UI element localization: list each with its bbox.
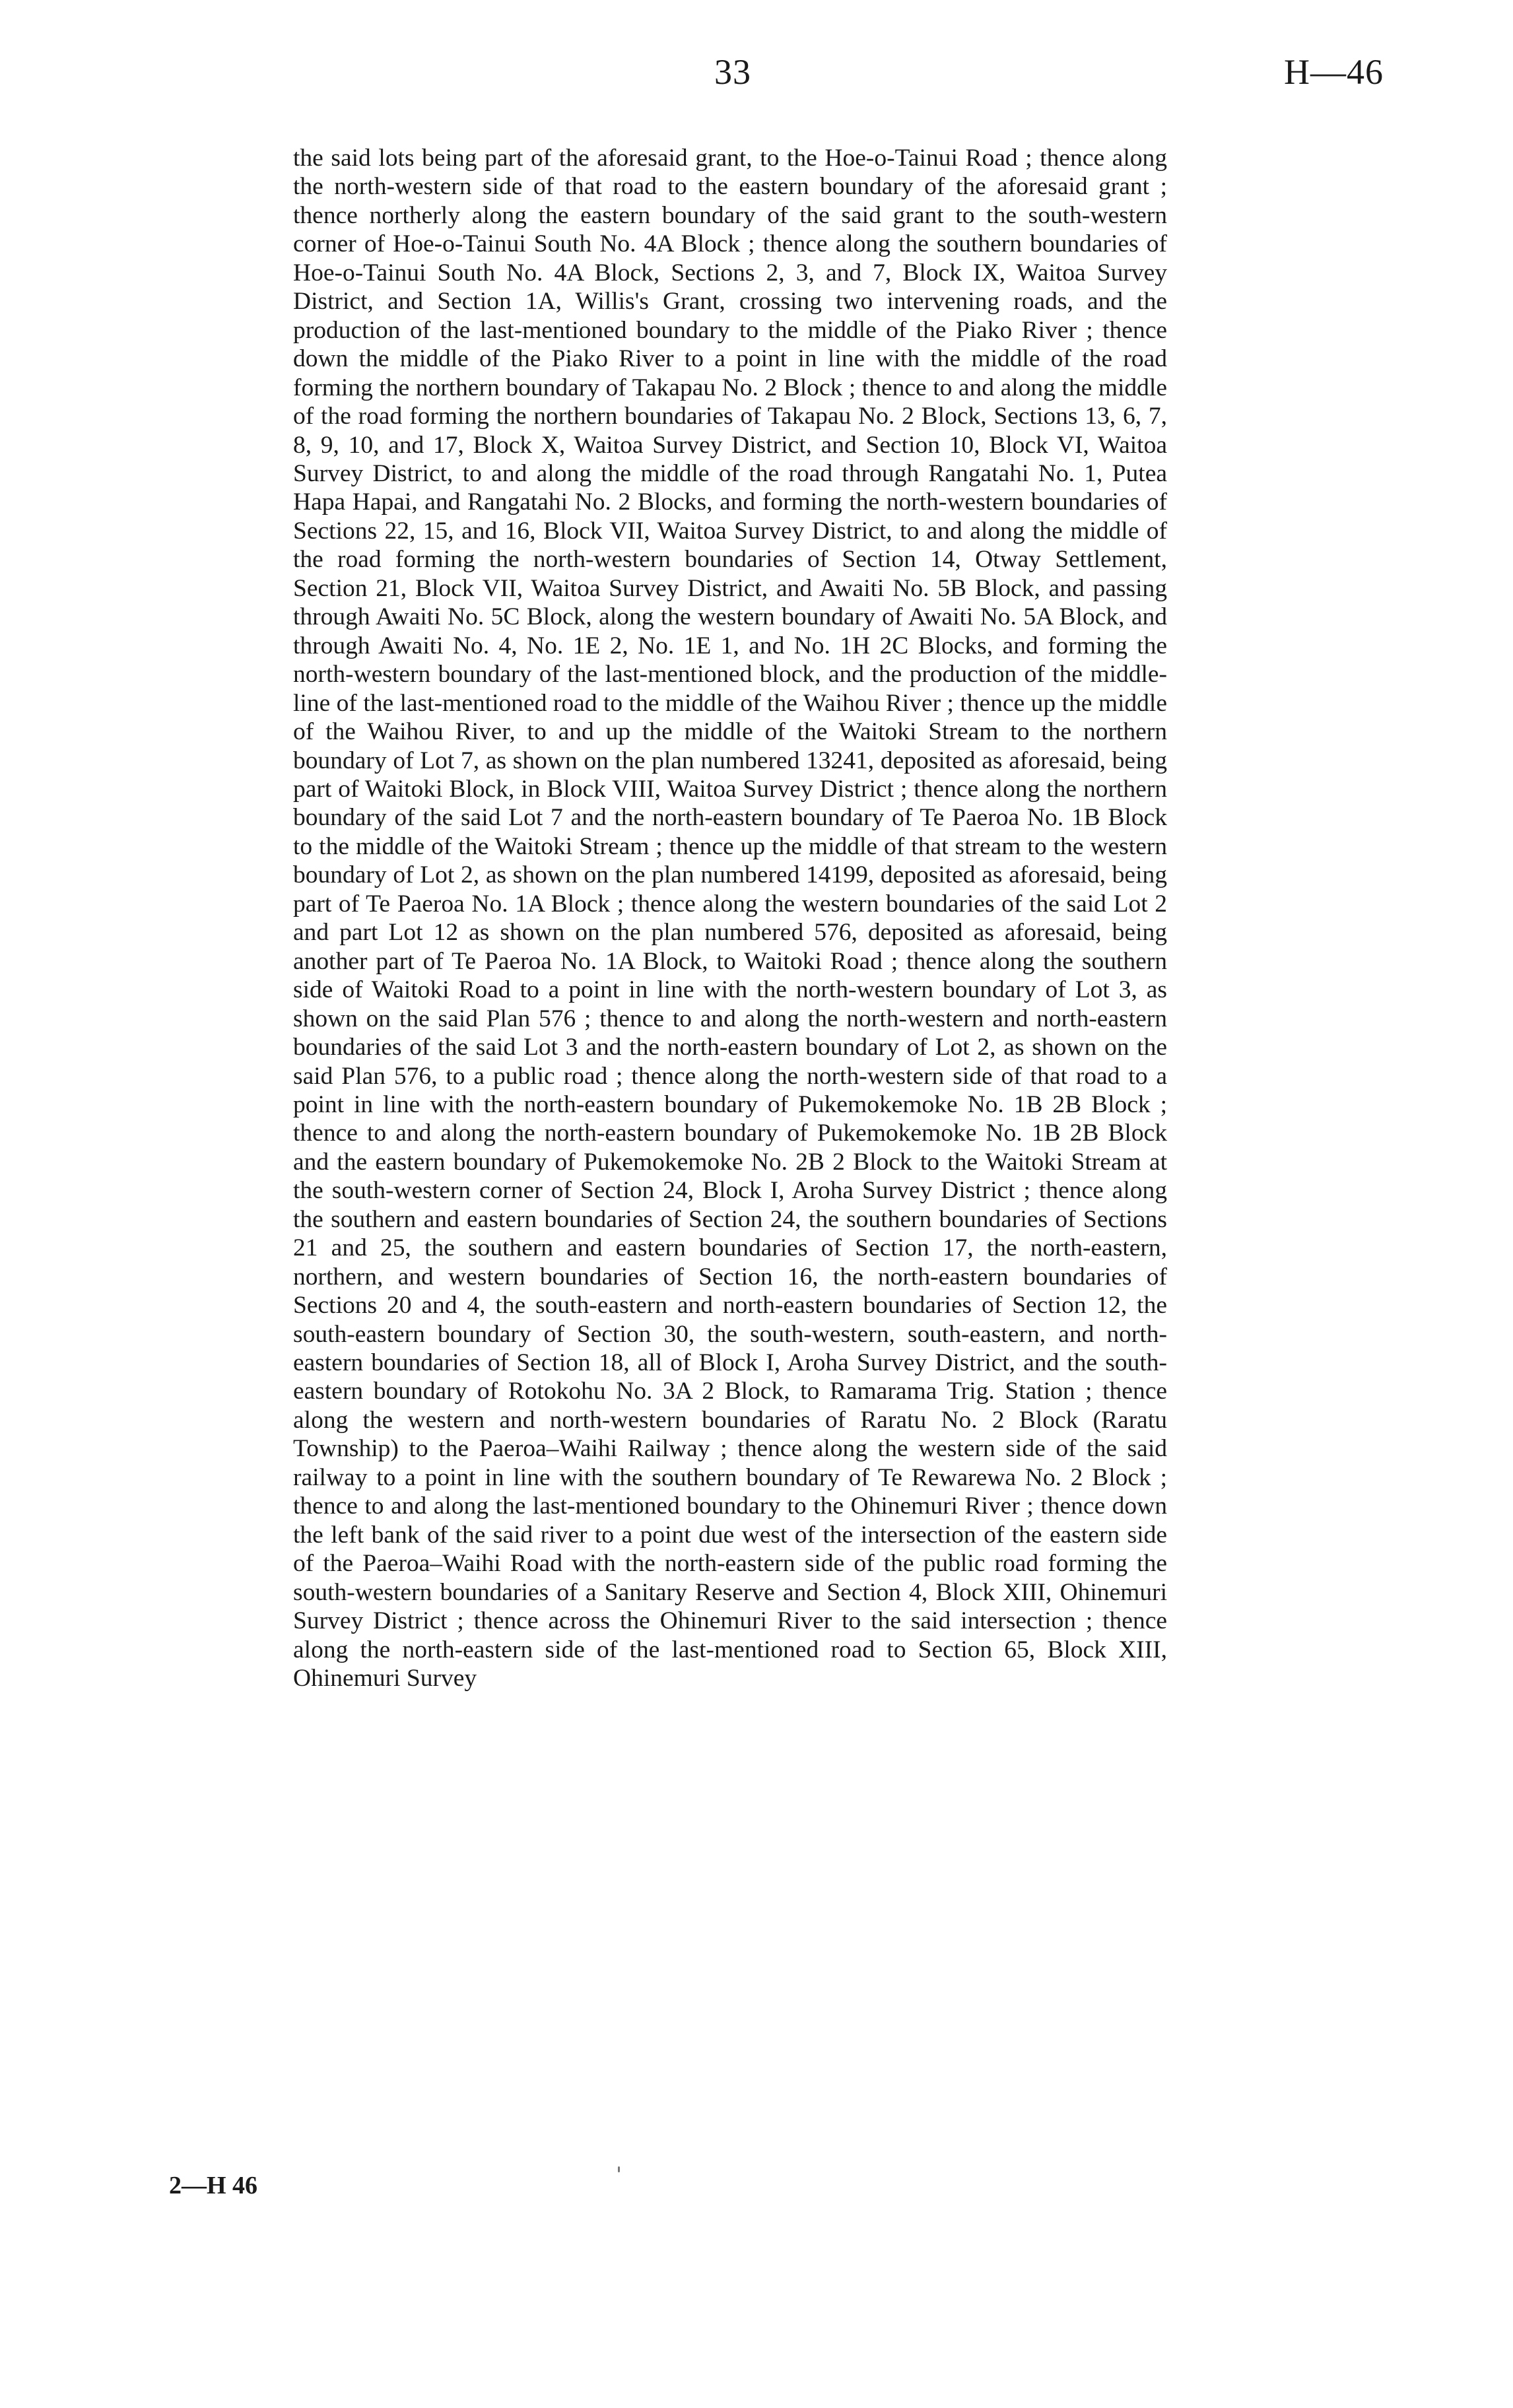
page-number: 33 — [714, 52, 751, 92]
print-speck — [618, 2166, 620, 2172]
document-reference: H—46 — [1284, 52, 1384, 92]
printer-signature: 2—H 46 — [169, 2172, 258, 2199]
body-paragraph: the said lots being part of the aforesaid grant, to the Hoe-o-Tainui Road ; thence along the north-western side of that road to the eastern boundary of the aforesaid grant ; thence northerly along the eastern boundary of the said grant to the south-western corner of Hoe-o-Tainui South No. 4A Block ; thence along the southern boundaries of Hoe-o-Tainui South No. 4A Block, Sections 2, 3, and 7, Block IX, Waitoa Survey District, and Section 1A, Willis's Grant, crossing two intervening roads, and the production of the last-mentioned boundary to the middle of the Piako River ; thence down the middle of the Piako River to a point in line with the middle of the road forming the northern boundary of Takapau No. 2 Block ; thence to and along the middle of the road forming the northern boundaries of Takapau No. 2 Block, Sections 13, 6, 7, 8, 9, 10, and 17, Block X, Waitoa Survey District, and Section 10, Block VI, Waitoa Survey District, to and along the middle of the road through Rangatahi No. 1, Putea Hapa Hapai, and Rangatahi No. 2 Blocks, and forming the north-western boundaries of Sections 22, 15, and 16, Block VII, Waitoa Survey District, to and along the middle of the road forming the north-western boundaries of Section 14, Otway Settlement, Section 21, Block VII, Waitoa Survey District, and Awaiti No. 5B Block, and passing through Awaiti No. 5C Block, along the western boundary of Awaiti No. 5A Block, and through Awaiti No. 4, No. 1E 2, No. 1E 1, and No. 1H 2C Blocks, and forming the north-western boundary of the last-mentioned block, and the production of the middle-line of the last-mentioned road to the middle of the Waihou River ; thence up the middle of the Waihou River, to and up the middle of the Waitoki Stream to the northern boundary of Lot 7, as shown on the plan numbered 13241, deposited as aforesaid, being part of Waitoki Block, in Block VIII, Waitoa Survey District ; thence along the northern boundary of the said Lot 7 and the north-eastern boundary of Te Paeroa No. 1B Block to the middle of the Waitoki Stream ; thence up the middle of that stream to the western boundary of Lot 2, as shown on the plan numbered 14199, deposited as aforesaid, being part of Te Paeroa No. 1A Block ; thence along the western boundaries of the said Lot 2 and part Lot 12 as shown on the plan numbered 576, deposited as aforesaid, being another part of Te Paeroa No. 1A Block, to Waitoki Road ; thence along the southern side of Waitoki Road to a point in line with the north-western boundary of Lot 3, as shown on the said Plan 576 ; thence to and along the north-western and north-eastern boundaries of the said Lot 3 and the north-eastern boundary of Lot 2, as shown on the said Plan 576, to a public road ; thence along the north-western side of that road to a point in line with the north-eastern boundary of Pukemokemoke No. 1B 2B Block ; thence to and along the north-eastern boundary of Pukemokemoke No. 1B 2B Block and the eastern boundary of Pukemokemoke No. 2B 2 Block to the Waitoki Stream at the south-western corner of Section 24, Block I, Aroha Survey District ; thence along the southern and eastern boundaries of Section 24, the southern boundaries of Sections 21 and 25, the southern and eastern boundaries of Section 17, the north-eastern, northern, and western boundaries of Section 16, the north-eastern boundaries of Sections 20 and 4, the south-eastern and north-eastern boundaries of Section 12, the south-eastern boundary of Section 30, the south-western, south-eastern, and north-eastern boundaries of Section 18, all of Block I, Aroha Survey District, and the south-eastern boundary of Rotokohu No. 3A 2 Block, to Ramarama Trig. Station ; thence along the western and north-western boundaries of Raratu No. 2 Block (Raratu Township) to the Paeroa–Waihi Railway ; thence along the western side of the said railway to a point in line with the southern boundary of Te Rewarewa No. 2 Block ; thence to and along the last-mentioned boundary to the Ohinemuri River ; thence down the left bank of the said river to a point due west of the intersection of the eastern side of the Paeroa–Waihi Road with the north-eastern side of the public road forming the south-western boundaries of a Sanitary Reserve and Section 4, Block XIII, Ohinemuri Survey District ; thence across the Ohinemuri River to the said intersection ; thence along the north-eastern side of the last-mentioned road to Section 65, Block XIII, Ohinemuri Survey — [293, 145, 1167, 1692]
